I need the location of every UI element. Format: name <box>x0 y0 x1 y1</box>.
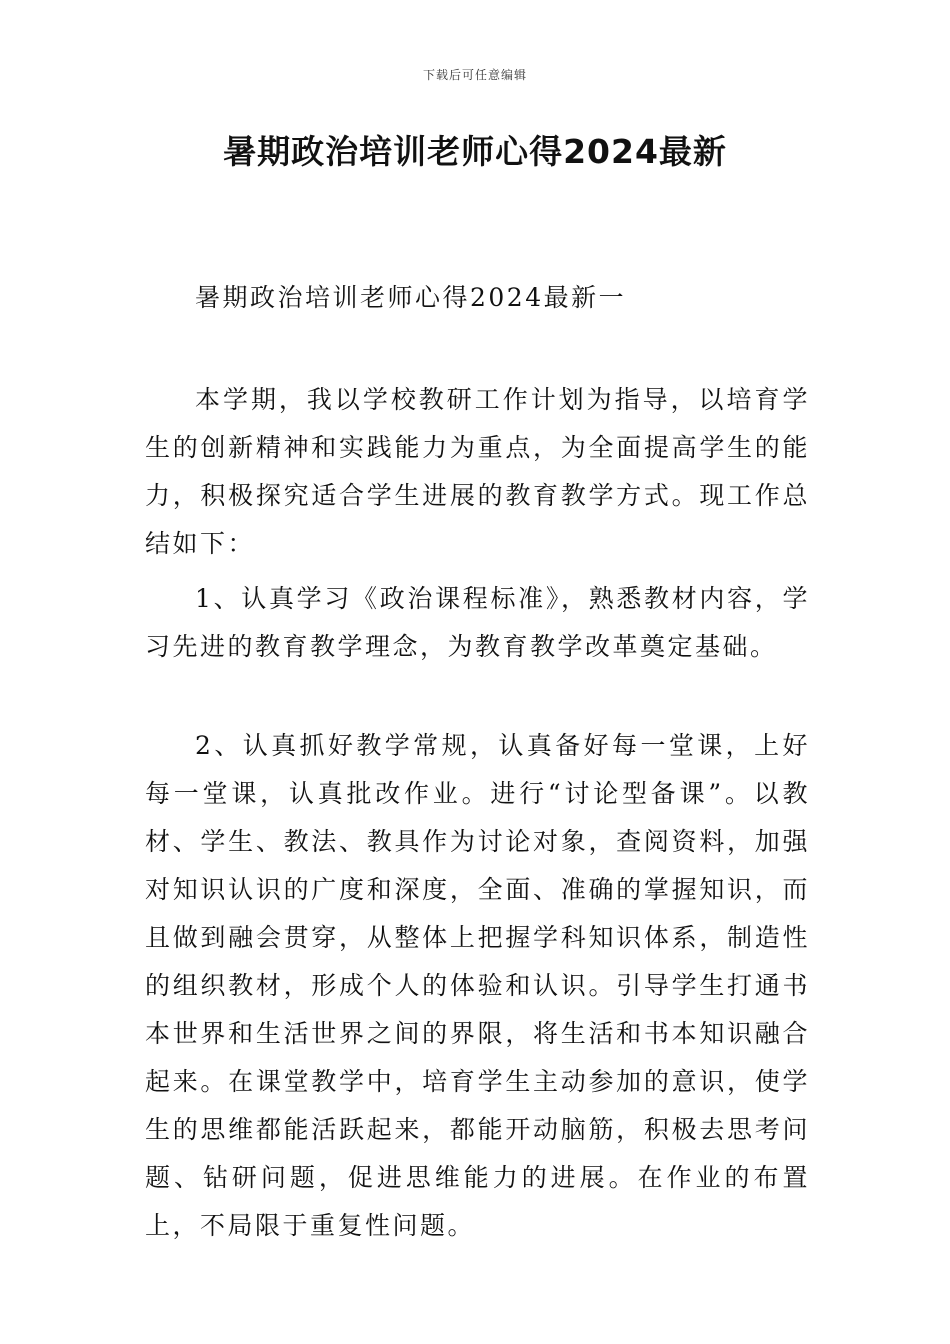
section-heading: 暑期政治培训老师心得2024最新一 <box>195 283 627 312</box>
paragraph-intro: 本学期，我以学校教研工作计划为指导，以培育学生的创新精神和实践能力为重点，为全面提高学生的能力，积极探究适合学生进展的教育教学方式。现工作总结如下： <box>145 385 810 558</box>
header-note: 下载后可任意编辑 <box>422 68 527 82</box>
paragraph-item-2: 2、认真抓好教学常规，认真备好每一堂课，上好每一堂课，认真批改作业。进行“讨论型备课”。以教材、学生、教法、教具作为讨论对象，查阅资料，加强对知识认识的广度和深度，全面、准确的掌握知识，而且做到融会贯穿，从整体上把握学科知识体系，制造性的组织教材，形成个人的体验和认识。引导学生打通书本世界和生活世界之间的界限，将生活和书本知识融合起来。在课堂教学中，培育学生主动参加的意识，使学生的思维都能活跃起来，都能开动脑筋，积极去思考问题、钻研问题，促进思维能力的进展。在作业的布置上，不局限于重复性问题。 <box>145 731 810 1240</box>
paragraph-item-1: 1、认真学习《政治课程标准》，熟悉教材内容，学习先进的教育教学理念，为教育教学改革奠定基础。 <box>145 584 810 661</box>
document-title: 暑期政治培训老师心得2024最新 <box>223 132 727 171</box>
